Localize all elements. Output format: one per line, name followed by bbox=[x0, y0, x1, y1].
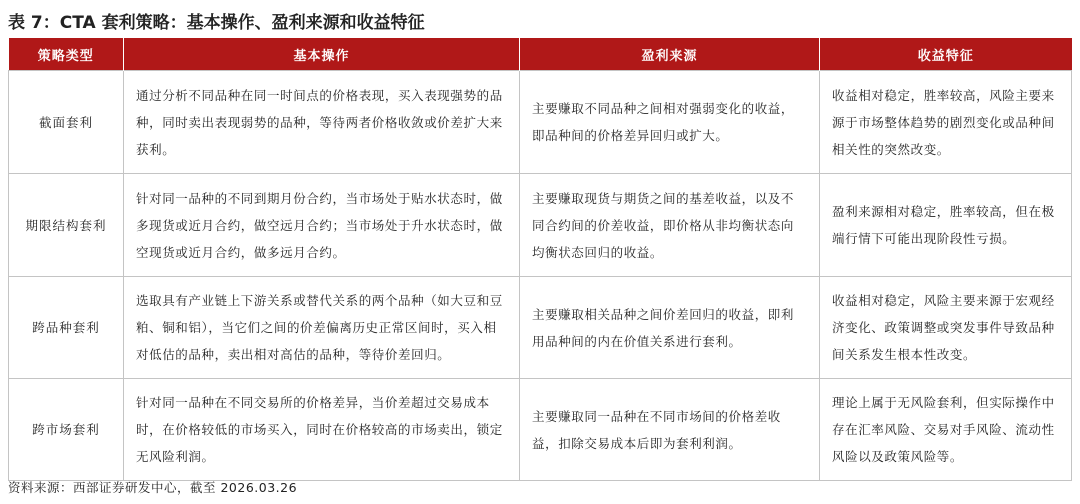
table-row bbox=[9, 379, 1072, 481]
basic-operation-cell: 针对同一品种的不同到期月份合约，当市场处于贴水状态时，做多现货或近月合约，做空远月合约；当市场处于升水状态时，做空现货或近月合约，做多远月合约。 bbox=[124, 174, 520, 277]
table-row bbox=[9, 277, 1072, 379]
return-feature-cell: 理论上属于无风险套利，但实际操作中存在汇率风险、交易对手风险、流动性风险以及政策风险等。 bbox=[820, 379, 1072, 481]
strategy-type-cell: 截面套利 bbox=[9, 71, 124, 174]
basic-operation-cell: 通过分析不同品种在同一时间点的价格表现，买入表现强势的品种，同时卖出表现弱势的品种，等待两者价格收敛或价差扩大来获利。 bbox=[124, 71, 520, 174]
basic-operation-cell: 选取具有产业链上下游关系或替代关系的两个品种（如大豆和豆粕、铜和铝），当它们之间的价差偏离历史正常区间时，买入相对低估的品种，卖出相对高估的品种，等待价差回归。 bbox=[124, 277, 520, 379]
table-title: 表 7：CTA 套利策略：基本操作、盈利来源和收益特征 bbox=[8, 13, 425, 33]
return-feature-cell: 收益相对稳定，风险主要来源于宏观经济变化、政策调整或突发事件导致品种间关系发生根本性改变。 bbox=[820, 277, 1072, 379]
header-strategy-type: 策略类型 bbox=[9, 38, 124, 71]
header-basic-operation: 基本操作 bbox=[124, 38, 520, 71]
strategy-type-cell: 跨品种套利 bbox=[9, 277, 124, 379]
strategy-table bbox=[8, 38, 1072, 481]
table-header-row bbox=[9, 38, 1072, 71]
table-row bbox=[9, 174, 1072, 277]
strategy-type-cell: 期限结构套利 bbox=[9, 174, 124, 277]
profit-source-cell: 主要赚取同一品种在不同市场间的价格差收益，扣除交易成本后即为套利利润。 bbox=[520, 379, 820, 481]
return-feature-cell: 收益相对稳定，胜率较高，风险主要来源于市场整体趋势的剧烈变化或品种间相关性的突然改变。 bbox=[820, 71, 1072, 174]
basic-operation-cell: 针对同一品种在不同交易所的价格差异，当价差超过交易成本时，在价格较低的市场买入，同时在价格较高的市场卖出，锁定无风险利润。 bbox=[124, 379, 520, 481]
header-return-feature: 收益特征 bbox=[820, 38, 1072, 71]
header-profit-source: 盈利来源 bbox=[520, 38, 820, 71]
strategy-type-cell: 跨市场套利 bbox=[9, 379, 124, 481]
source-note: 资料来源：西部证券研发中心，截至 2026.03.26 bbox=[8, 480, 298, 495]
return-feature-cell: 盈利来源相对稳定，胜率较高，但在极端行情下可能出现阶段性亏损。 bbox=[820, 174, 1072, 277]
profit-source-cell: 主要赚取相关品种之间价差回归的收益，即利用品种间的内在价值关系进行套利。 bbox=[520, 277, 820, 379]
profit-source-cell: 主要赚取不同品种之间相对强弱变化的收益，即品种间的价格差异回归或扩大。 bbox=[520, 71, 820, 174]
profit-source-cell: 主要赚取现货与期货之间的基差收益，以及不同合约间的价差收益，即价格从非均衡状态向均衡状态回归的收益。 bbox=[520, 174, 820, 277]
table-row bbox=[9, 71, 1072, 174]
strategy-table-container bbox=[8, 38, 1071, 481]
